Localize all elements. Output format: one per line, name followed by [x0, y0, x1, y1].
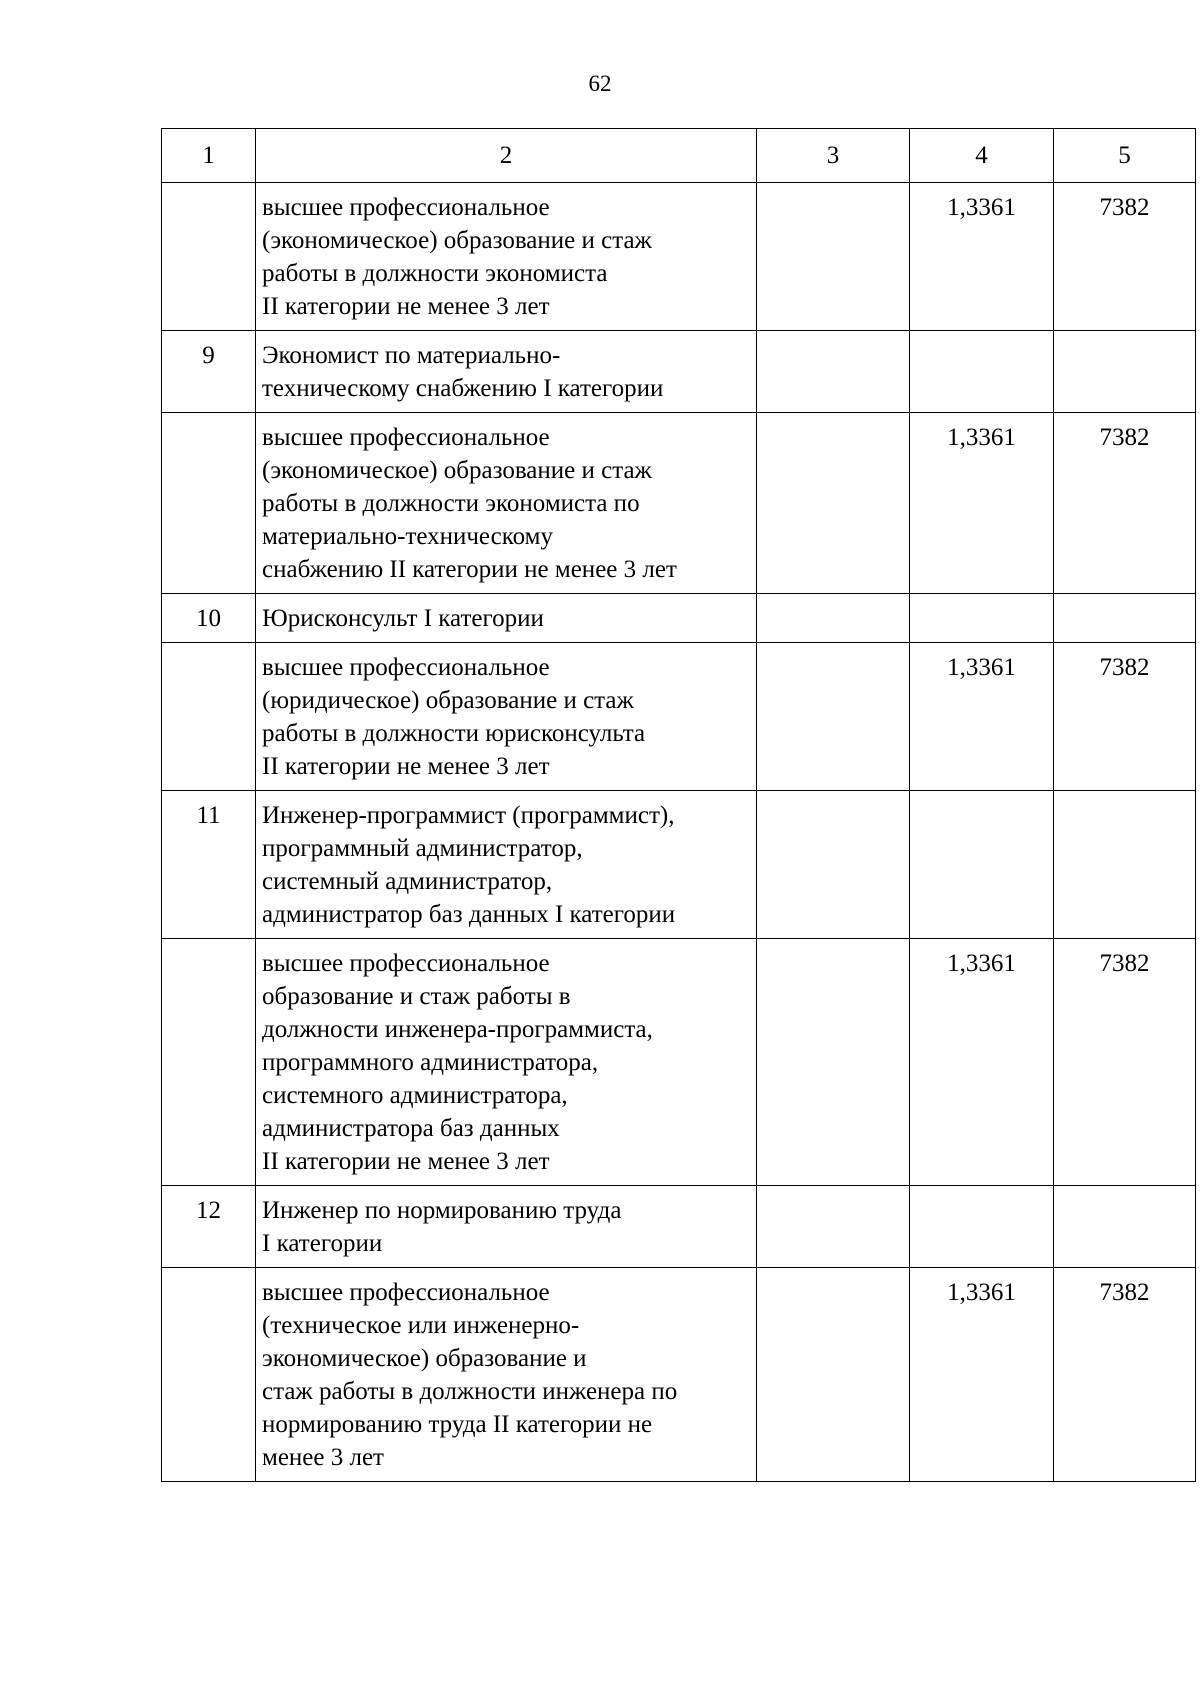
salary-cell: 7382 — [1054, 643, 1196, 791]
table-row — [162, 331, 1196, 413]
table-row — [162, 413, 1196, 594]
table-row — [162, 939, 1196, 1186]
header-cell-col1: 1 — [162, 129, 256, 183]
column-3-cell — [757, 1268, 910, 1482]
salary-cell: 7382 — [1054, 183, 1196, 331]
salary-cell: 7382 — [1054, 413, 1196, 594]
position-title-cell: Инженер-программист (программист), программный администратор, системный администратор, администратор баз данных I категории — [256, 791, 757, 939]
table-row — [162, 1186, 1196, 1268]
positions-table — [161, 128, 1196, 1482]
column-3-cell — [757, 594, 910, 643]
position-description-cell: высшее профессиональное (экономическое) образование и стаж работы в должности экономиста II категории не менее 3 лет — [256, 183, 757, 331]
coefficient-cell: 1,3361 — [910, 643, 1054, 791]
header-cell-col3: 3 — [757, 129, 910, 183]
column-3-cell — [757, 413, 910, 594]
salary-cell: 7382 — [1054, 1268, 1196, 1482]
coefficient-cell — [910, 594, 1054, 643]
coefficient-cell: 1,3361 — [910, 183, 1054, 331]
position-description-cell: высшее профессиональное (экономическое) образование и стаж работы в должности экономиста по материально-техническому снабжению II категории не менее 3 лет — [256, 413, 757, 594]
table-header-row — [162, 129, 1196, 183]
row-number-cell: 11 — [162, 791, 256, 939]
salary-cell — [1054, 331, 1196, 413]
position-title-cell: Юрисконсульт I категории — [256, 594, 757, 643]
salary-cell — [1054, 791, 1196, 939]
column-3-cell — [757, 331, 910, 413]
row-number-cell: 12 — [162, 1186, 256, 1268]
coefficient-cell — [910, 1186, 1054, 1268]
row-number-cell: 10 — [162, 594, 256, 643]
salary-cell — [1054, 594, 1196, 643]
coefficient-cell: 1,3361 — [910, 413, 1054, 594]
table-row — [162, 594, 1196, 643]
column-3-cell — [757, 1186, 910, 1268]
header-cell-col5: 5 — [1054, 129, 1196, 183]
salary-cell: 7382 — [1054, 939, 1196, 1186]
coefficient-cell — [910, 791, 1054, 939]
table-row — [162, 183, 1196, 331]
row-number-cell — [162, 939, 256, 1186]
table-row — [162, 791, 1196, 939]
row-number-cell — [162, 183, 256, 331]
table-row — [162, 643, 1196, 791]
row-number-cell — [162, 643, 256, 791]
column-3-cell — [757, 643, 910, 791]
row-number-cell: 9 — [162, 331, 256, 413]
coefficient-cell: 1,3361 — [910, 939, 1054, 1186]
header-cell-col2: 2 — [256, 129, 757, 183]
row-number-cell — [162, 413, 256, 594]
row-number-cell — [162, 1268, 256, 1482]
column-3-cell — [757, 791, 910, 939]
position-description-cell: высшее профессиональное (юридическое) образование и стаж работы в должности юрисконсульта II категории не менее 3 лет — [256, 643, 757, 791]
position-description-cell: высшее профессиональное образование и стаж работы в должности инженера-программиста, программного администратора, системного администратора, администратора баз данных II категории не менее 3 лет — [256, 939, 757, 1186]
position-title-cell: Экономист по материально- техническому снабжению I категории — [256, 331, 757, 413]
position-title-cell: Инженер по нормированию труда I категории — [256, 1186, 757, 1268]
column-3-cell — [757, 183, 910, 331]
position-description-cell: высшее профессиональное (техническое или инженерно- экономическое) образование и стаж работы в должности инженера по нормированию труда II категории не менее 3 лет — [256, 1268, 757, 1482]
header-cell-col4: 4 — [910, 129, 1054, 183]
column-3-cell — [757, 939, 910, 1186]
coefficient-cell — [910, 331, 1054, 413]
table-row — [162, 1268, 1196, 1482]
salary-cell — [1054, 1186, 1196, 1268]
page-number: 62 — [588, 71, 612, 96]
coefficient-cell: 1,3361 — [910, 1268, 1054, 1482]
